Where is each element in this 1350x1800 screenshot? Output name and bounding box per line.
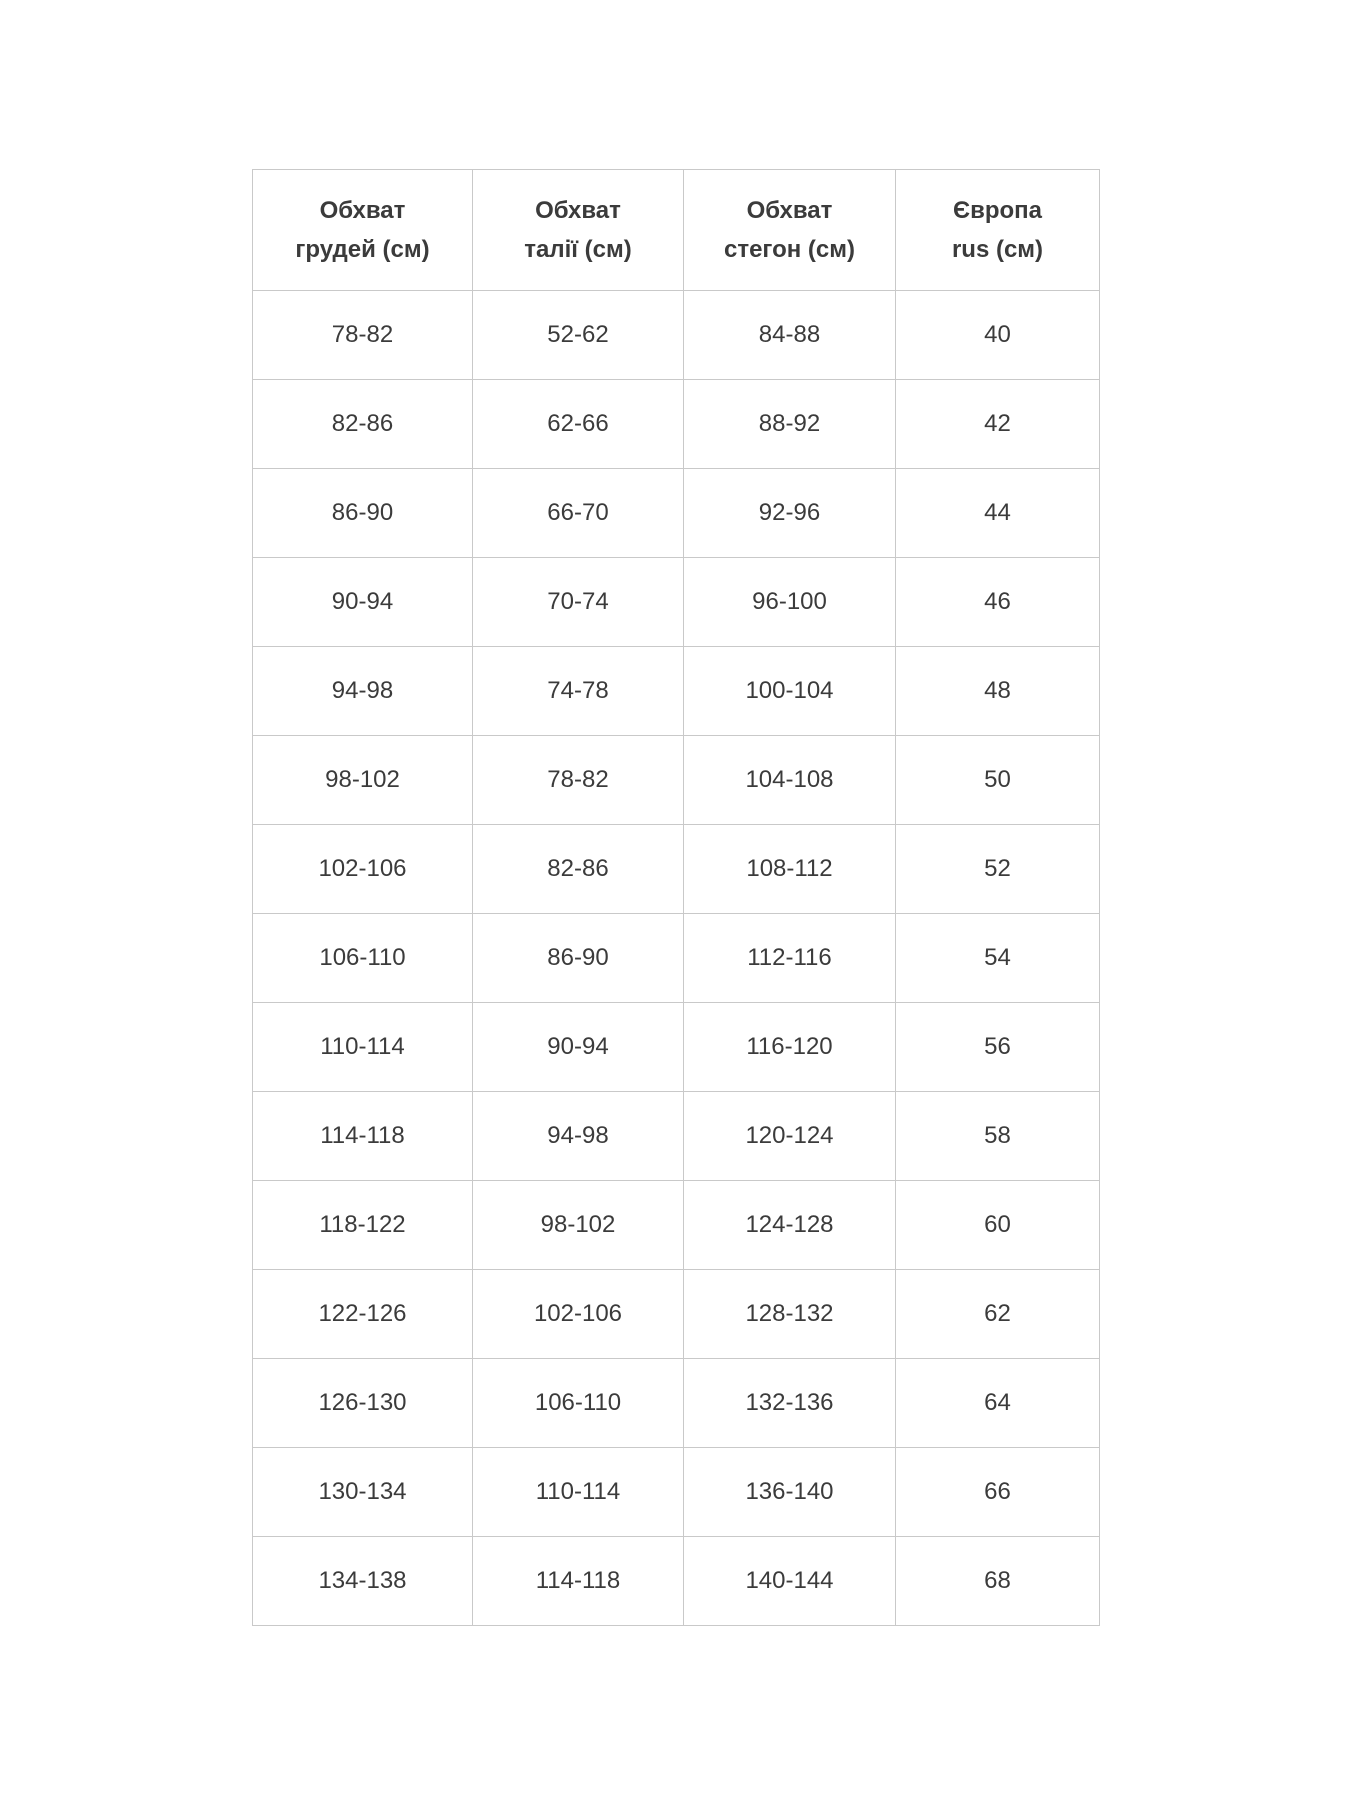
table-cell: 106-110	[473, 1359, 684, 1448]
column-header-waist	[473, 170, 684, 291]
table-cell: 130-134	[253, 1448, 473, 1537]
table-cell: 126-130	[253, 1359, 473, 1448]
table-row	[253, 914, 1100, 1003]
table-row	[253, 1537, 1100, 1626]
table-cell: 124-128	[684, 1181, 896, 1270]
table-cell: 132-136	[684, 1359, 896, 1448]
table-row	[253, 558, 1100, 647]
header-line: Обхват	[746, 197, 833, 224]
table-row	[253, 1003, 1100, 1092]
table-cell: 100-104	[684, 647, 896, 736]
table-cell: 42	[896, 380, 1100, 469]
column-header-chest	[253, 170, 473, 291]
table-cell: 110-114	[473, 1448, 684, 1537]
table-cell: 104-108	[684, 736, 896, 825]
header-line: Обхват	[319, 197, 406, 224]
table-cell: 70-74	[473, 558, 684, 647]
size-chart-table	[252, 169, 1100, 1626]
table-cell: 60	[896, 1181, 1100, 1270]
table-cell: 82-86	[473, 825, 684, 914]
table-cell: 46	[896, 558, 1100, 647]
table-row	[253, 1359, 1100, 1448]
table-cell: 56	[896, 1003, 1100, 1092]
column-header-hips	[684, 170, 896, 291]
table-cell: 52-62	[473, 291, 684, 380]
table-row	[253, 825, 1100, 914]
table-cell: 66-70	[473, 469, 684, 558]
table-cell: 64	[896, 1359, 1100, 1448]
table-cell: 94-98	[473, 1092, 684, 1181]
table-cell: 128-132	[684, 1270, 896, 1359]
table-cell: 82-86	[253, 380, 473, 469]
header-line: Обхват	[535, 197, 621, 224]
table-cell: 62	[896, 1270, 1100, 1359]
table-cell: 98-102	[473, 1181, 684, 1270]
table-cell: 78-82	[473, 736, 684, 825]
header-line: стегон (см)	[723, 236, 856, 263]
table-cell: 136-140	[684, 1448, 896, 1537]
table-cell: 68	[896, 1537, 1100, 1626]
table-row	[253, 380, 1100, 469]
table-cell: 52	[896, 825, 1100, 914]
table-cell: 116-120	[684, 1003, 896, 1092]
header-line: rus (см)	[951, 236, 1044, 263]
table-cell: 140-144	[684, 1537, 896, 1626]
table-cell: 134-138	[253, 1537, 473, 1626]
table-cell: 44	[896, 469, 1100, 558]
table-cell: 94-98	[253, 647, 473, 736]
table-cell: 114-118	[473, 1537, 684, 1626]
table-cell: 58	[896, 1092, 1100, 1181]
header-line: талії (см)	[524, 236, 632, 263]
header-row	[253, 170, 1100, 291]
table-cell: 92-96	[684, 469, 896, 558]
column-header-europe-size	[896, 170, 1100, 291]
table-cell: 102-106	[473, 1270, 684, 1359]
table-cell: 98-102	[253, 736, 473, 825]
table-cell: 74-78	[473, 647, 684, 736]
table-cell: 118-122	[253, 1181, 473, 1270]
table-row	[253, 469, 1100, 558]
table-cell: 90-94	[473, 1003, 684, 1092]
table-cell: 48	[896, 647, 1100, 736]
table-cell: 122-126	[253, 1270, 473, 1359]
table-row	[253, 647, 1100, 736]
table-cell: 62-66	[473, 380, 684, 469]
table-cell: 40	[896, 291, 1100, 380]
table-cell: 88-92	[684, 380, 896, 469]
table-cell: 110-114	[253, 1003, 473, 1092]
table-cell: 112-116	[684, 914, 896, 1003]
header-line: Європа	[953, 197, 1042, 224]
table-row	[253, 736, 1100, 825]
table-cell: 86-90	[253, 469, 473, 558]
table-cell: 96-100	[684, 558, 896, 647]
table-cell: 102-106	[253, 825, 473, 914]
table-cell: 114-118	[253, 1092, 473, 1181]
table-cell: 66	[896, 1448, 1100, 1537]
table-cell: 54	[896, 914, 1100, 1003]
table-cell: 86-90	[473, 914, 684, 1003]
table-cell: 120-124	[684, 1092, 896, 1181]
header-line: грудей (см)	[295, 236, 430, 263]
table-cell: 50	[896, 736, 1100, 825]
table-row	[253, 1092, 1100, 1181]
table-cell: 90-94	[253, 558, 473, 647]
table-row	[253, 1270, 1100, 1359]
table-row	[253, 1448, 1100, 1537]
table-cell: 78-82	[253, 291, 473, 380]
table-cell: 84-88	[684, 291, 896, 380]
table-cell: 106-110	[253, 914, 473, 1003]
table-row	[253, 1181, 1100, 1270]
table-cell: 108-112	[684, 825, 896, 914]
table-row	[253, 291, 1100, 380]
